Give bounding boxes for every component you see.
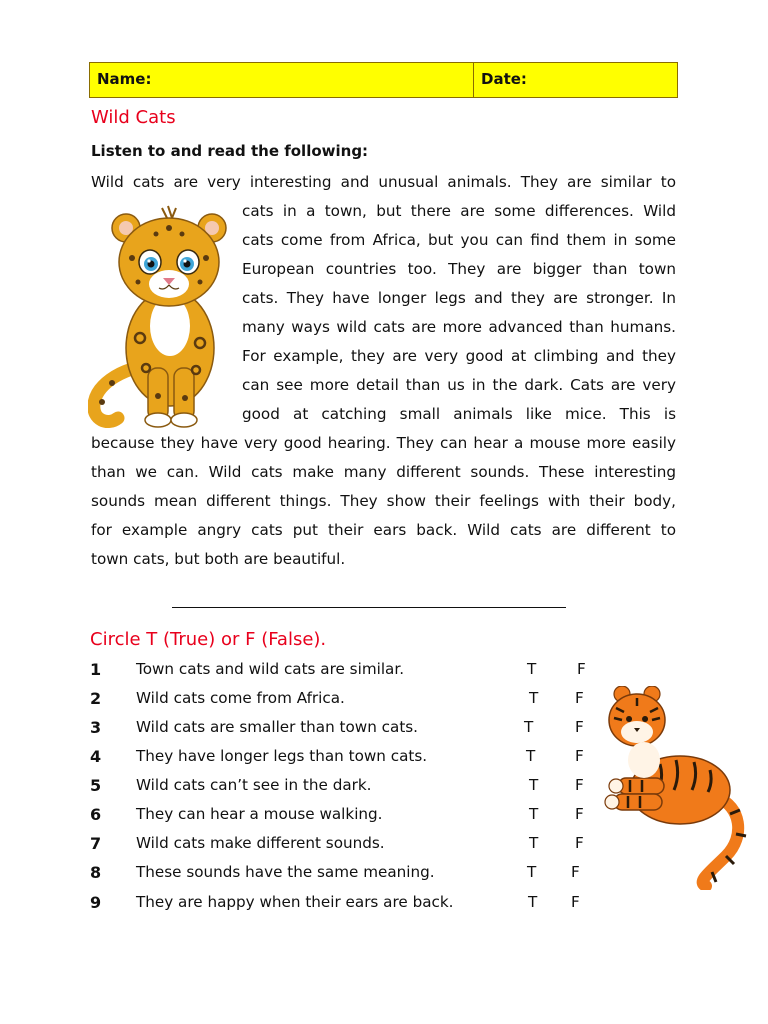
name-date-table <box>89 62 678 98</box>
question-text: They are happy when their ears are back. <box>136 893 454 911</box>
question-row <box>90 834 600 858</box>
question-row <box>90 863 600 887</box>
instruction: Listen to and read the following: <box>91 142 369 160</box>
false-option[interactable]: F <box>575 834 584 852</box>
paragraph-line: Wild cats are very interesting and unusual animals. They are similar to <box>91 173 676 191</box>
false-option[interactable]: F <box>575 747 584 765</box>
true-option[interactable]: T <box>524 718 534 736</box>
paragraph-line: cats. They have longer legs and they are stronger. In <box>242 289 676 307</box>
date-label: Date: <box>481 70 527 88</box>
section-divider <box>172 607 566 608</box>
quiz-title: Circle T (True) or F (False). <box>90 629 327 650</box>
paragraph-line: can see more detail than us in the dark. Cats are very <box>242 376 676 394</box>
question-text: Wild cats can’t see in the dark. <box>136 776 372 794</box>
false-option[interactable]: F <box>575 718 584 736</box>
question-text: Wild cats are smaller than town cats. <box>136 718 419 736</box>
question-text: Wild cats make different sounds. <box>136 834 385 852</box>
paragraph-line: town cats, but both are beautiful. <box>91 550 346 568</box>
question-row <box>90 893 600 917</box>
question-text: Wild cats come from Africa. <box>136 689 345 707</box>
true-option[interactable]: T <box>529 805 539 823</box>
page-title: Wild Cats <box>91 107 176 128</box>
question-row <box>90 689 600 713</box>
false-option[interactable]: F <box>575 776 584 794</box>
question-number: 8 <box>90 863 102 882</box>
true-option[interactable]: T <box>529 776 539 794</box>
paragraph-line: than we can. Wild cats make many different sounds. These interesting <box>91 463 676 481</box>
tiger-illustration <box>600 686 750 890</box>
paragraph-line: European countries too. They are bigger than town <box>242 260 676 278</box>
true-option[interactable]: T <box>526 747 536 765</box>
paragraph-line: cats in a town, but there are some differences. Wild <box>242 202 676 220</box>
false-option[interactable]: F <box>577 660 586 678</box>
paragraph-line: because they have very good hearing. They can hear a mouse more easily <box>91 434 676 452</box>
paragraph-line: sounds mean different things. They show their feelings with their body, <box>91 492 676 510</box>
true-option[interactable]: T <box>529 834 539 852</box>
leopard-cub-illustration <box>88 198 238 430</box>
question-row <box>90 776 600 800</box>
question-text: Town cats and wild cats are similar. <box>136 660 405 678</box>
name-field[interactable] <box>90 63 474 97</box>
false-option[interactable]: F <box>575 689 584 707</box>
paragraph-line: For example, they are very good at climbing and they <box>242 347 676 365</box>
question-number: 1 <box>90 660 102 679</box>
question-number: 5 <box>90 776 102 795</box>
date-field[interactable] <box>474 63 677 97</box>
true-option[interactable]: T <box>528 893 538 911</box>
question-number: 7 <box>90 834 102 853</box>
true-option[interactable]: T <box>527 660 537 678</box>
question-number: 4 <box>90 747 102 766</box>
question-text: They can hear a mouse walking. <box>136 805 383 823</box>
question-text: These sounds have the same meaning. <box>136 863 435 881</box>
false-option[interactable]: F <box>575 805 584 823</box>
paragraph-line: cats come from Africa, but you can find them in some <box>242 231 676 249</box>
paragraph-line: good at catching small animals like mice. This is <box>242 405 676 423</box>
false-option[interactable]: F <box>571 863 580 881</box>
paragraph-line: for example angry cats put their ears back. Wild cats are different to <box>91 521 676 539</box>
question-row <box>90 718 600 742</box>
paragraph-line: many ways wild cats are more advanced than humans. <box>242 318 676 336</box>
true-option[interactable]: T <box>529 689 539 707</box>
question-number: 9 <box>90 893 102 912</box>
question-number: 6 <box>90 805 102 824</box>
question-row <box>90 747 600 771</box>
question-number: 2 <box>90 689 102 708</box>
question-number: 3 <box>90 718 102 737</box>
name-label: Name: <box>97 70 152 88</box>
question-text: They have longer legs than town cats. <box>136 747 428 765</box>
question-row <box>90 660 600 684</box>
true-option[interactable]: T <box>527 863 537 881</box>
question-row <box>90 805 600 829</box>
false-option[interactable]: F <box>571 893 580 911</box>
